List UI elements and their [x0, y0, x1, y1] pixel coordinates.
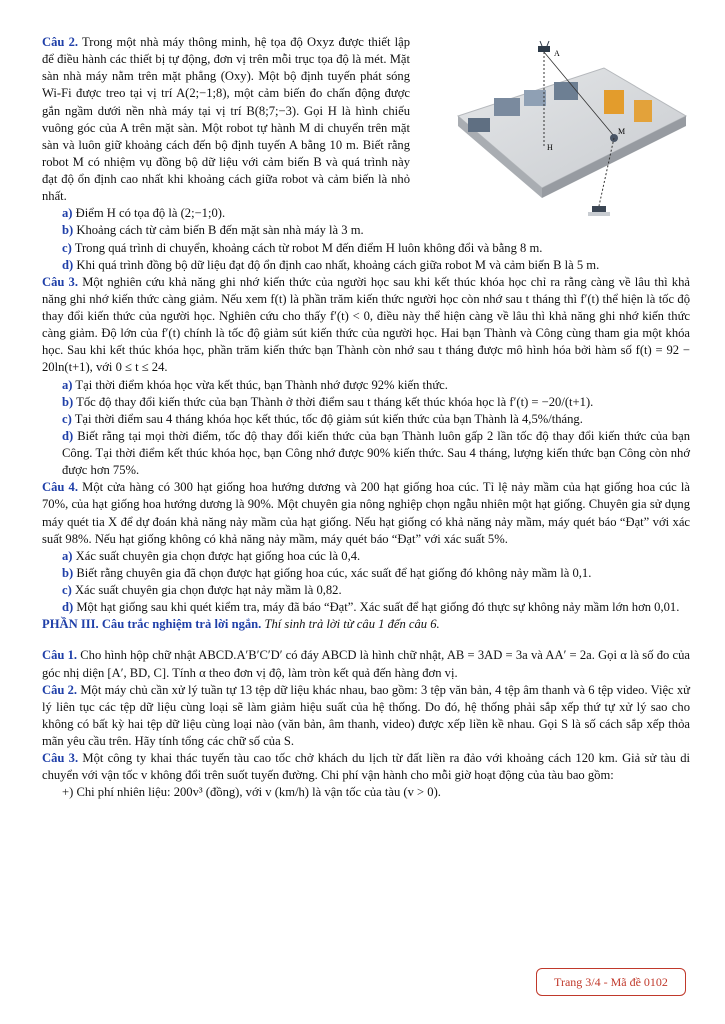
option-label: d) [62, 428, 74, 443]
intro-line: (Oxy). Một bộ định tuyến phát sóng Wi-Fi được treo tại vị trí [42, 69, 410, 101]
part-title: PHẦN III. Câu trắc nghiệm trả lời ngắn. [42, 617, 262, 632]
q3-option-d [42, 428, 690, 479]
question-4-intro [42, 479, 690, 548]
option-text: Điểm H có tọa độ là (2;−1;0). [75, 206, 226, 221]
spacer [42, 633, 690, 647]
q3-option-b [42, 394, 690, 411]
document-body [42, 34, 690, 802]
option-label: a) [62, 206, 73, 221]
q4-option-c [42, 582, 690, 599]
intro-line: Trong một nhà máy thông minh, hệ tọa độ Oxyz được [82, 35, 364, 49]
question-text: Một nghiên cứu khả năng ghi nhớ kiến thức của người học sau khi kết thúc khóa học chỉ ra rằng càng về lâu thì khả năng ghi nhớ kiến thức càng giảm. Nếu xem f(t) là phần trăm kiến thức người học còn nhớ sau t tháng thì f′(t) thể hiện là tốc độ thay đổi kiến thức của người học. Nghiên cứu cho thấy f′(t) < 0, điều này thể hiện càng về lâu thì khả năng ghi nhớ kiến thức càng giảm. Độ lớn của f′(t) chính là tốc độ giảm sút kiến thức của người học. Hai bạn Thành và Công cùng tham gia một khóa học. Sau khi kết thúc khóa học, phần trăm kiến thức bạn Thành còn nhớ sau t tháng được mô hình hóa bởi hàm số f(t) = 92 − 20ln(t+1), với 0 ≤ t ≤ 24. [42, 274, 690, 375]
q4-option-a [42, 548, 690, 565]
option-text: Tốc độ thay đổi kiến thức của bạn Thành ở thời điểm sau t tháng kết thúc khóa học là f′(t) = −20/(t+1). [76, 394, 594, 409]
q4-option-b [42, 565, 690, 582]
option-label: d) [62, 600, 74, 615]
question-number: Câu 2. [42, 35, 79, 49]
intro-line: A(2;−1;8), một cảm biến đo chấn động được gắn ngầm dưới [42, 86, 410, 118]
question-number: Câu 3. [42, 274, 79, 289]
q4-option-d [42, 599, 690, 616]
option-text: Một hạt giống sau khi quét kiểm tra, máy đã báo “Đạt”. Xác suất để hạt giống đó thực sự không nảy mầm lớn hơn 0,01. [76, 600, 680, 615]
option-text: Biết rằng chuyên gia đã chọn được hạt giống hoa cúc, xác suất để hạt giống đó không nảy mầm là 0,1. [76, 565, 592, 580]
option-text: Biết rằng tại mọi thời điểm, tốc độ thay đổi kiến thức của bạn Thành luôn gấp 2 lần tốc độ thay đổi kiến thức của bạn Công. Tại thời điểm kết thúc khóa học, bạn Công nhớ được 90% kiến thức. Sau 4 tháng, lượng kiến thức bạn Công còn nhớ được hơn 75%. [62, 428, 690, 478]
option-label: c) [62, 240, 72, 255]
question-text: Cho hình hộp chữ nhật ABCD.A′B′C′D′ có đáy ABCD là hình chữ nhật, AB = 3AD = 3a và AA′ = 2a. Gọi α là số đo của góc nhị diện [A′, BD, C]. Tính α theo đơn vị độ, làm tròn kết quả đến hàng đơn vị. [42, 648, 690, 680]
q3-option-c [42, 411, 690, 428]
intro-line: mặt sàn và luôn giữ khoảng cách đến bộ định tuyến A bằng [42, 120, 411, 152]
option-text: Tại thời điểm sau 4 tháng khóa học kết thúc, tốc độ giảm sút kiến thức của bạn Thành là 4,5%/tháng. [74, 411, 583, 426]
question-number: Câu 2. [42, 682, 78, 697]
option-label: a) [62, 377, 73, 392]
q2-option-d [42, 257, 690, 274]
part3-question-1 [42, 647, 690, 681]
intro-line: trục tọa độ là mét. Mặt sàn nhà máy nằm trên mặt phẳng [42, 52, 410, 84]
option-text: Xác suất chuyên gia chọn được hạt nảy mầm là 0,82. [74, 583, 342, 597]
intro-line: nền nhà máy tại vị trí B(8;7;−3). Gọi H là hình chiếu vuông [42, 103, 411, 135]
option-label: c) [62, 583, 72, 597]
question-number: Câu 1. [42, 648, 78, 663]
q3-option-a [42, 377, 690, 394]
option-label: b) [62, 394, 74, 409]
question-3-intro [42, 274, 690, 377]
option-text: Tại thời điểm khóa học vừa kết thúc, bạn Thành nhớ được 92% kiến thức. [75, 377, 448, 392]
part3-question-3-bullet: +) Chi phí nhiên liệu: 200v³ (đồng), với v (km/h) là vận tốc của tàu (v > 0). [62, 785, 441, 800]
figure-label-h: H [547, 143, 553, 152]
option-label: b) [62, 223, 74, 238]
option-label: a) [62, 548, 73, 563]
intro-line: cảm biến B và quá trình này đạt độ ổn định cao nhất khi [42, 154, 410, 186]
part3-question-3 [42, 750, 690, 784]
question-number: Câu 4. [42, 480, 78, 495]
page-footer: Trang 3/4 - Mã đề 0102 [536, 968, 686, 996]
question-text: Một máy chủ cần xử lý tuần tự 13 tệp dữ liệu khác nhau, bao gồm: 3 tệp văn bản, 4 tệp âm thanh và 6 tệp video. Việc xử lý liên tục các tệp dữ liệu cùng loại sẽ làm giảm hiệu suất của hệ thống. Do đó, hệ thống phải sắp xếp thứ tự xử lý sao cho không có bất kỳ hai tệp dữ liệu cùng loại nào (văn bản, âm thanh, video) được xếp liền kề nhau. Gọi S là số cách sắp xếp thỏa mãn yêu cầu trên. Hãy tính tổng các chữ số của S. [42, 682, 690, 748]
option-label: b) [62, 565, 74, 580]
option-label: d) [62, 257, 74, 272]
option-text: Khoảng cách từ cảm biến B đến mặt sàn nhà máy là 3 m. [76, 223, 364, 238]
q2-option-a [42, 205, 690, 222]
intro-line: thiết lập để điều hành các thiết bị tự động, đơn vị trên mỗi [42, 35, 411, 67]
part-subtitle: Thí sinh trả lời từ câu 1 đến câu 6. [264, 617, 440, 632]
figure-label-a: A [554, 49, 560, 58]
figure-label-m: M [618, 127, 626, 136]
q2-option-c [42, 240, 690, 257]
option-text: Khi quá trình đồng bộ dữ liệu đạt độ ổn định cao nhất, khoảng cách giữa robot M và cảm biến B là 5 m. [76, 257, 600, 272]
question-number: Câu 3. [42, 751, 79, 766]
option-text: Trong quá trình di chuyển, khoảng cách từ robot M đến điểm H luôn không đổi và bằng 8 m. [74, 240, 543, 255]
question-text: Một công ty khai thác tuyến tàu cao tốc chở khách du lịch từ đất liền ra đảo với khoảng cách 120 km. Giả sử tàu di chuyển với vận tốc v không đổi trên suốt tuyến đường. Chi phí vận hành cho mỗi giờ hoạt động của tàu bao gồm: [42, 751, 690, 783]
part-3-heading [42, 616, 690, 633]
question-text: Một cửa hàng có 300 hạt giống hoa hướng dương và 200 hạt giống hoa cúc. Tỉ lệ nảy mầm của hạt giống hoa cúc là 70%, của hạt giống hoa hướng dương là 90%. Một chuyên gia nông nghiệp chọn ngẫu nhiên một hạt giống. Chuyên gia sử dụng máy quét tia X để dự đoán khả năng nảy mầm của hạt giống. Nếu hạt giống có khả năng nảy mầm, máy quét báo “Đạt” với xác suất 98%. Nếu hạt giống không có khả năng nảy mầm, máy quét báo “Đạt” với xác suất 5%. [42, 480, 690, 546]
part3-question-2 [42, 682, 690, 751]
question-2-intro [42, 34, 410, 205]
intro-line: khoảng cách giữa robot và cảm biến là nhỏ nhất. [42, 172, 410, 204]
option-label: c) [62, 411, 72, 426]
option-text: Xác suất chuyên gia chọn được hạt giống hoa cúc là 0,4. [75, 548, 361, 563]
q2-option-b [42, 222, 690, 239]
intro-line: 10 m. Biết rằng robot M có nhiệm vụ đồng bộ dữ liệu với [42, 137, 411, 169]
intro-line: góc của A trên mặt sàn. Một robot tự hành M di chuyển trên [77, 120, 388, 135]
